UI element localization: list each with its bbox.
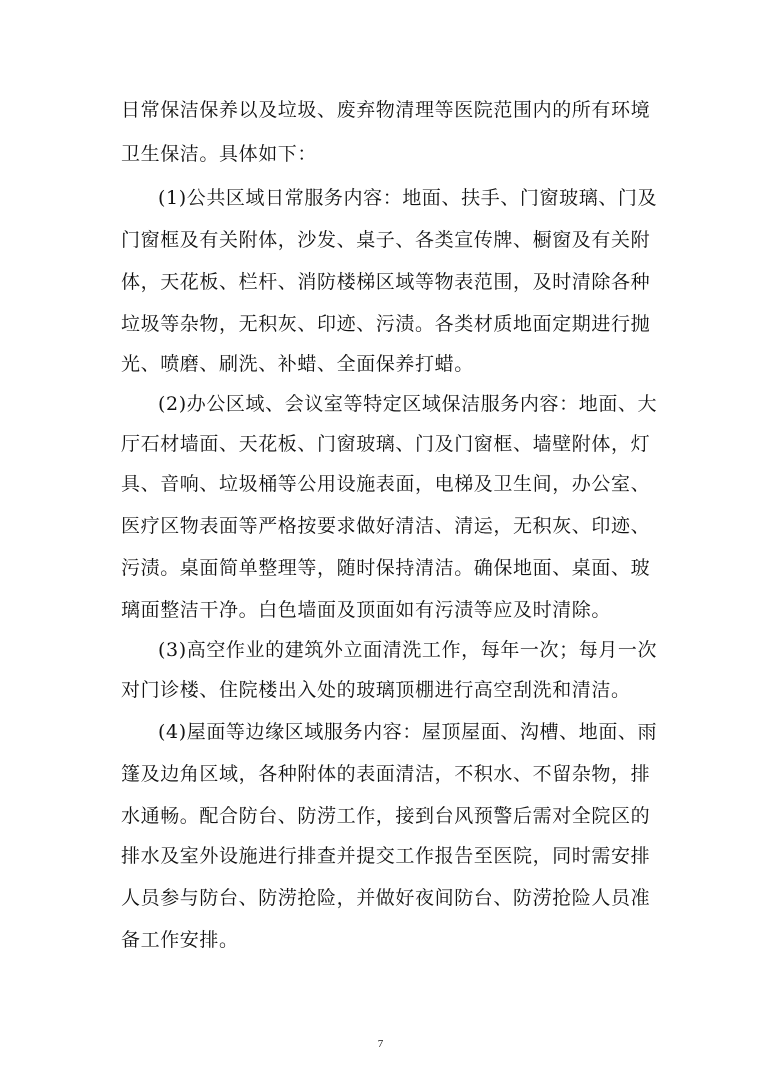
text-line: (2)办公区域、会议室等特定区域保洁服务内容：地面、大 xyxy=(158,393,658,415)
text-line: 日常保洁保养以及垃圾、废弃物清理等医院范围内的所有环境 xyxy=(121,99,651,121)
text-line: 璃面整洁干净。白色墙面及顶面如有污渍等应及时清除。 xyxy=(121,599,612,621)
text-line: 体，天花板、栏杆、消防楼梯区域等物表范围，及时清除各种 xyxy=(121,271,651,293)
text-line: 备工作安排。 xyxy=(121,929,239,951)
text-line: 对门诊楼、住院楼出入处的玻璃顶棚进行高空刮洗和清洁。 xyxy=(121,679,631,701)
text-line: (3)高空作业的建筑外立面清洗工作，每年一次；每月一次 xyxy=(158,639,658,661)
text-line: (4)屋面等边缘区域服务内容：屋顶屋面、沟槽、地面、雨 xyxy=(158,721,658,743)
text-line: 垃圾等杂物，无积灰、印迹、污渍。各类材质地面定期进行抛 xyxy=(121,313,651,335)
page-number: 7 xyxy=(377,1038,384,1050)
text-line: 光、喷磨、刷洗、补蜡、全面保养打蜡。 xyxy=(121,353,474,375)
text-line: 具、音响、垃圾桶等公用设施表面，电梯及卫生间，办公室、 xyxy=(121,473,651,495)
text-line: 排水及室外设施进行排查并提交工作报告至医院，同时需安排 xyxy=(121,845,651,867)
text-line: 门窗框及有关附体，沙发、桌子、各类宣传牌、橱窗及有关附 xyxy=(121,229,651,251)
text-line: 卫生保洁。具体如下： xyxy=(121,143,318,165)
text-line: 人员参与防台、防涝抢险，并做好夜间防台、防涝抢险人员准 xyxy=(121,887,651,909)
text-line: 医疗区物表面等严格按要求做好清洁、清运，无积灰、印迹、 xyxy=(121,515,651,537)
text-line: 污渍。桌面简单整理等，随时保持清洁。确保地面、桌面、玻 xyxy=(121,557,651,579)
text-line: (1)公共区域日常服务内容：地面、扶手、门窗玻璃、门及 xyxy=(158,187,658,209)
text-line: 篷及边角区域，各种附体的表面清洁，不积水、不留杂物，排 xyxy=(121,763,651,785)
text-line: 水通畅。配合防台、防涝工作，接到台风预警后需对全院区的 xyxy=(121,805,651,827)
text-line: 厅石材墙面、天花板、门窗玻璃、门及门窗框、墙壁附体，灯 xyxy=(121,433,651,455)
